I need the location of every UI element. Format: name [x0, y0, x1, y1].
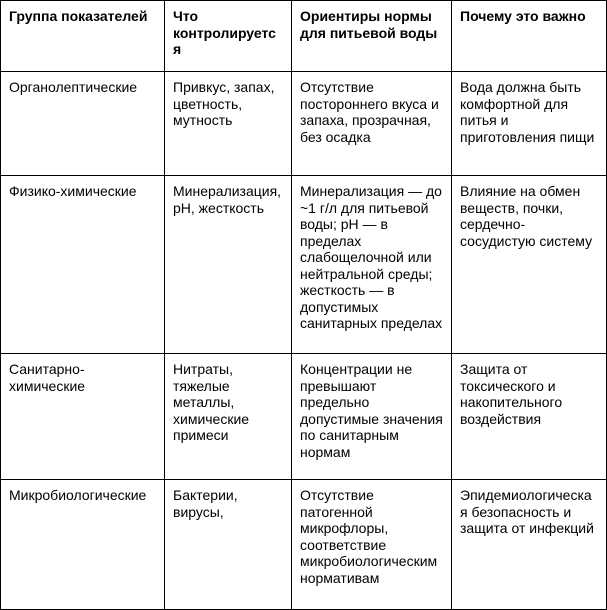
cell-norm-guidelines: Отсутствие патогенной микрофлоры, соответствие микробиологическим нормативам: [292, 480, 452, 610]
cell-why-important: Вода должна быть комфортной для питья и приготовления пищи: [452, 72, 607, 176]
table-header-row: [1, 1, 607, 72]
column-header-indicator-group: Группа показателей: [1, 1, 165, 72]
table-row: [1, 176, 607, 354]
table-row: [1, 354, 607, 480]
cell-why-important: Эпидемиологическая безопасность и защита от инфекций: [452, 480, 607, 610]
cell-what-is-controlled: Привкус, запах, цветность, мутность: [165, 72, 292, 176]
table-row: [1, 480, 607, 610]
cell-norm-guidelines: Минерализация — до ~1 г/л для питьевой воды; pH — в пределах слабощелочной или нейтральной среды; жесткость — в допустимых санитарных пределах: [292, 176, 452, 354]
cell-why-important: Защита от токсического и накопительного воздействия: [452, 354, 607, 480]
cell-why-important: Влияние на обмен веществ, почки, сердечно-сосудистую систему: [452, 176, 607, 354]
cell-what-is-controlled: Бактерии, вирусы,: [165, 480, 292, 610]
column-header-what-is-controlled: Что контролируется: [165, 1, 292, 72]
cell-norm-guidelines: Отсутствие постороннего вкуса и запаха, прозрачная, без осадка: [292, 72, 452, 176]
cell-norm-guidelines: Концентрации не превышают предельно допустимые значения по санитарным нормам: [292, 354, 452, 480]
table-row: [1, 72, 607, 176]
column-header-norm-guidelines: Ориентиры нормы для питьевой воды: [292, 1, 452, 72]
cell-indicator-group: Физико-химические: [1, 176, 165, 354]
cell-indicator-group: Санитарно-химические: [1, 354, 165, 480]
cell-indicator-group: Органолептические: [1, 72, 165, 176]
column-header-why-important: Почему это важно: [452, 1, 607, 72]
cell-what-is-controlled: Минерализация, pH, жесткость: [165, 176, 292, 354]
cell-what-is-controlled: Нитраты, тяжелые металлы, химические примеси: [165, 354, 292, 480]
cell-indicator-group: Микробиологические: [1, 480, 165, 610]
